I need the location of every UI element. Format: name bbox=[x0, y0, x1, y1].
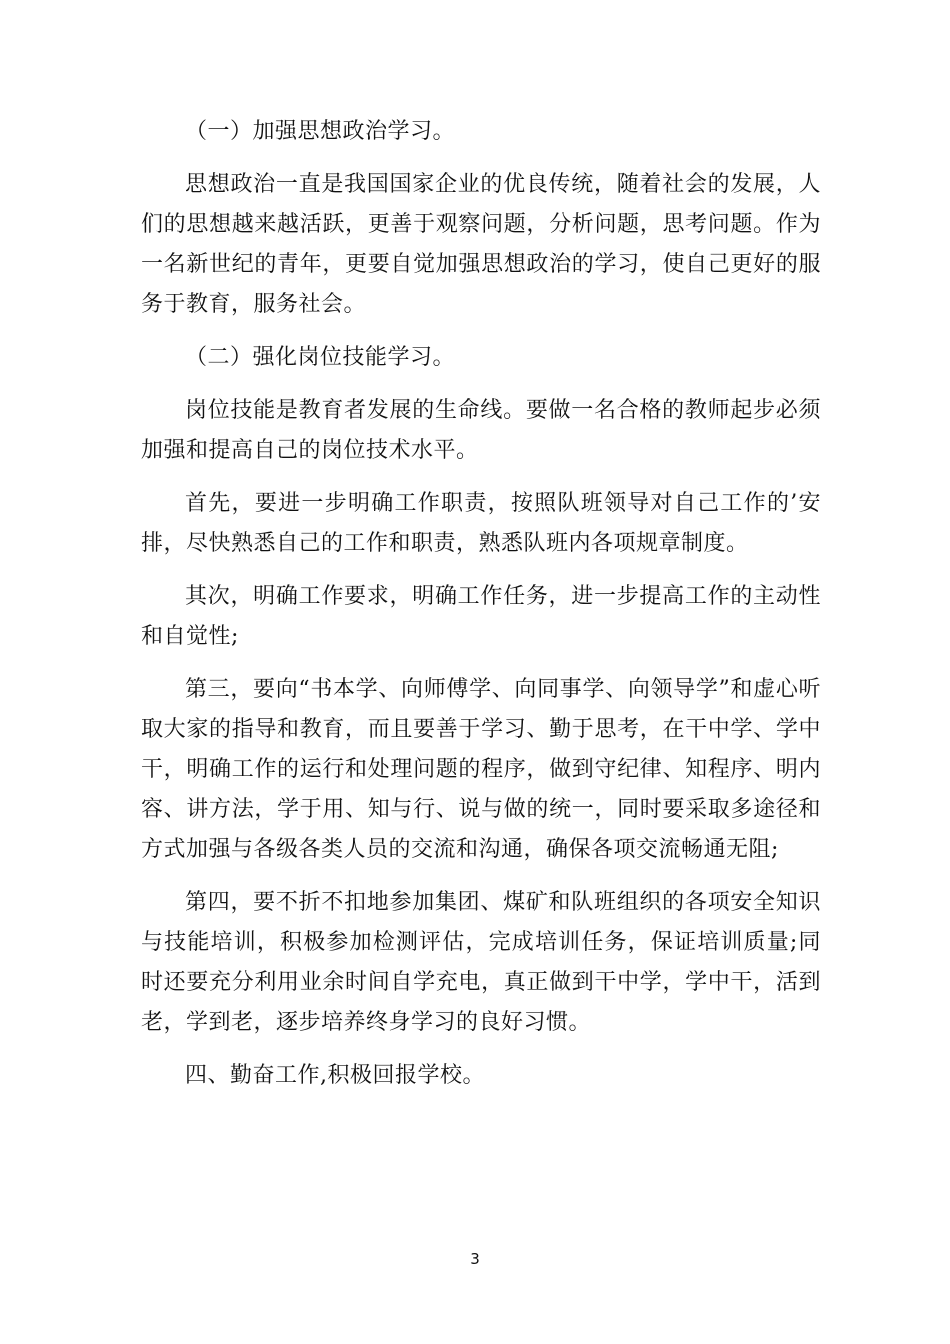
paragraph-skill-intro: 岗位技能是教育者发展的生命线。要做一名合格的教师起步必须加强和提高自己的岗位技术水平。 bbox=[141, 398, 821, 463]
heading-section-four: 四、勤奋工作,积极回报学校。 bbox=[185, 1063, 485, 1088]
document-body bbox=[141, 112, 821, 1109]
paragraph-political-study: 思想政治一直是我国国家企业的优良传统，随着社会的发展，人们的思想越来越活跃，更善于观察问题，分析问题，思考问题。作为一名新世纪的青年，更要自觉加强思想政治的学习，使自己更好的服务于教育，服务社会。 bbox=[141, 172, 821, 317]
page-number: 3 bbox=[470, 1250, 480, 1268]
paragraph-second: 其次，明确工作要求，明确工作任务，进一步提高工作的主动性和自觉性; bbox=[141, 584, 821, 649]
paragraph-third: 第三，要向“书本学、向师傅学、向同事学、向领导学”和虚心听取大家的指导和教育，而且要善于学习、勤于思考，在干中学、学中干，明确工作的运行和处理问题的程序，做到守纪律、知程序、明内容、讲方法，学于用、知与行、说与做的统一，同时要采取多途径和方式加强与各级各类人员的交流和沟通，确保各项交流畅通无阻; bbox=[141, 677, 821, 862]
paragraph-first: 首先，要进一步明确工作职责，按照队班领导对自己工作的’安排，尽快熟悉自己的工作和职责，熟悉队班内各项规章制度。 bbox=[141, 491, 821, 556]
paragraph-fourth: 第四，要不折不扣地参加集团、煤矿和队班组织的各项安全知识与技能培训，积极参加检测评估，完成培训任务，保证培训质量;同时还要充分利用业余时间自学充电，真正做到干中学，学中干，活到老，学到老，逐步培养终身学习的良好习惯。 bbox=[141, 890, 821, 1035]
heading-skill-study: （二）强化岗位技能学习。 bbox=[185, 345, 456, 370]
heading-political-study: （一）加强思想政治学习。 bbox=[185, 119, 456, 144]
